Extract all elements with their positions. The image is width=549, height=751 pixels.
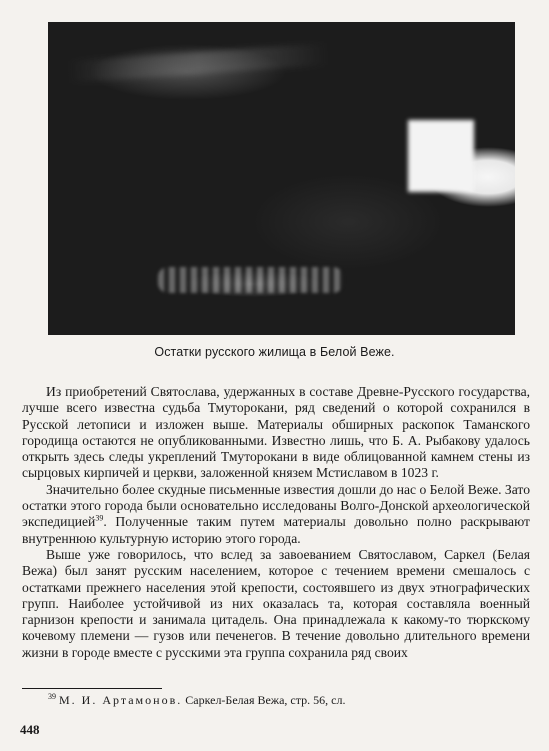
paragraph-3: Выше уже говорилось, что вслед за завоеванием Святославом, Саркел (Белая Вежа) был занят русским населением, которое с течением времени смешалось с остатками прежнего населения этой крепости, состоявшего из двух этнографических групп. Наиболее устойчивой из них оказалась та, которая составляла военный гарнизон крепости и занимала цитадель. Она принадлежала к какому-то тюркскому кочевому племени — гузов или печенегов. В течение довольно длительного времени жизни в городе вместе с русскими эта группа сохранила ряд своих (22, 546, 530, 660)
excavation-photo (48, 22, 515, 335)
page-number: 448 (20, 722, 40, 737)
footnote-divider (22, 688, 162, 689)
photo-bright-spot (408, 120, 474, 192)
body-text (22, 384, 530, 661)
paragraph-2-head: Значительно более скудные письменные известия дошли до нас о Белой Веже. Зато остатки этого города были основательно исследованы Волго-Донской археологической экспедицией (22, 481, 530, 530)
paragraph-2 (22, 482, 530, 547)
footnote-number: 39 (48, 692, 56, 701)
paragraph-1: Из приобретений Святослава, удержанных в составе Древне-Русского государства, лучше всего известна судьба Тмуторокани, ряд сведений о которой сохранился в Русской летописи и изложен выше. Материалы обширных раскопок Таманского городища остаются не опубликованными. Известно лишь, что Б. А. Рыбакову удалось открыть здесь следы укреплений Тмуторокани в виде облицованной камнем стены из сырцовых кирпичей и церкви, заложенной князем Мстиславом в 1023 г. (22, 384, 530, 481)
paragraph-2-tail: . Полученные таким путем материалы довольно полно раскрывают внутреннюю культурную историю этого города. (22, 514, 530, 546)
figure-caption: Остатки русского жилища в Белой Веже. (154, 345, 395, 359)
photo-ridge (68, 43, 329, 83)
photo-rubble (158, 267, 343, 293)
footnote-author: М. И. Артамонов. (59, 693, 183, 707)
footnote (48, 693, 345, 707)
footnote-ref[interactable]: 39 (95, 513, 104, 523)
footnote-text: Саркел-Белая Вежа, стр. 56, сл. (182, 693, 346, 707)
